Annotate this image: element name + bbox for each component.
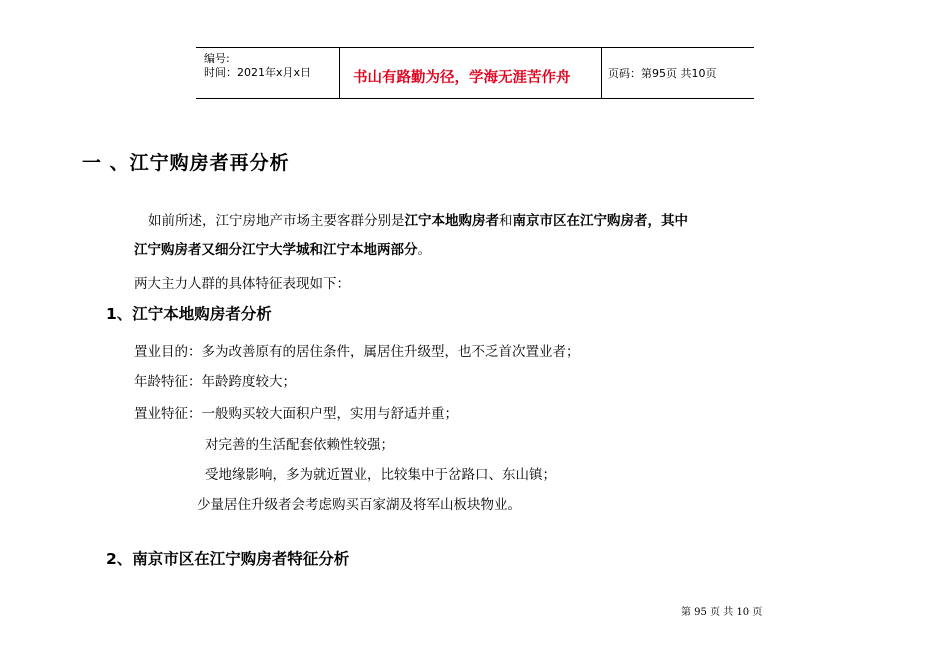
motto-text: 书山有路勤为径，学海无涯苦作舟	[353, 70, 571, 86]
time-label: 时间：2021年x月x日	[204, 66, 312, 79]
age-line: 年龄特征：年龄跨度较大；	[134, 374, 296, 390]
page-header-table	[196, 47, 754, 99]
purpose-line: 置业目的：多为改善原有的居住条件，属居住升级型，也不乏首次置业者；	[134, 344, 580, 360]
intro-text: 。	[417, 242, 431, 258]
intro-emphasis-city: 南京市区在江宁购房者，其中	[512, 213, 688, 229]
feature-bullet-1: 对完善的生活配套依赖性较强；	[205, 437, 394, 453]
header-meta-cell	[196, 48, 340, 98]
feature-bullet-3: 少量居住升级者会考虑购买百家湖及将军山板块物业。	[197, 497, 521, 513]
feature-bullet-2: 受地缘影响，多为就近置业，比较集中于岔路口、东山镇；	[205, 467, 556, 483]
intro-line-3: 两大主力人群的具体特征表现如下：	[134, 276, 350, 292]
subsection-1-title: 1、江宁本地购房者分析	[106, 305, 272, 323]
intro-emphasis-split: 江宁购房者又细分江宁大学城和江宁本地两部分	[134, 242, 418, 258]
feature-line: 置业特征：一般购买较大面积户型，实用与舒适并重；	[134, 406, 458, 422]
intro-line-2	[134, 238, 431, 258]
intro-text: 和	[499, 213, 513, 229]
number-label: 编号:	[204, 52, 230, 65]
header-motto-cell	[339, 48, 602, 98]
page-footer: 第 95 页 共 10 页	[681, 607, 763, 618]
subsection-2-title: 2、南京市区在江宁购房者特征分析	[106, 550, 350, 568]
intro-text: 如前所述，江宁房地产市场主要客群分别是	[148, 213, 405, 229]
section-title: 一 、江宁购房者再分析	[82, 152, 290, 174]
header-page-cell	[602, 48, 754, 98]
page-code: 页码：第95页 共10页	[608, 67, 717, 80]
intro-line-1	[148, 209, 688, 229]
intro-emphasis-local: 江宁本地购房者	[404, 213, 499, 229]
